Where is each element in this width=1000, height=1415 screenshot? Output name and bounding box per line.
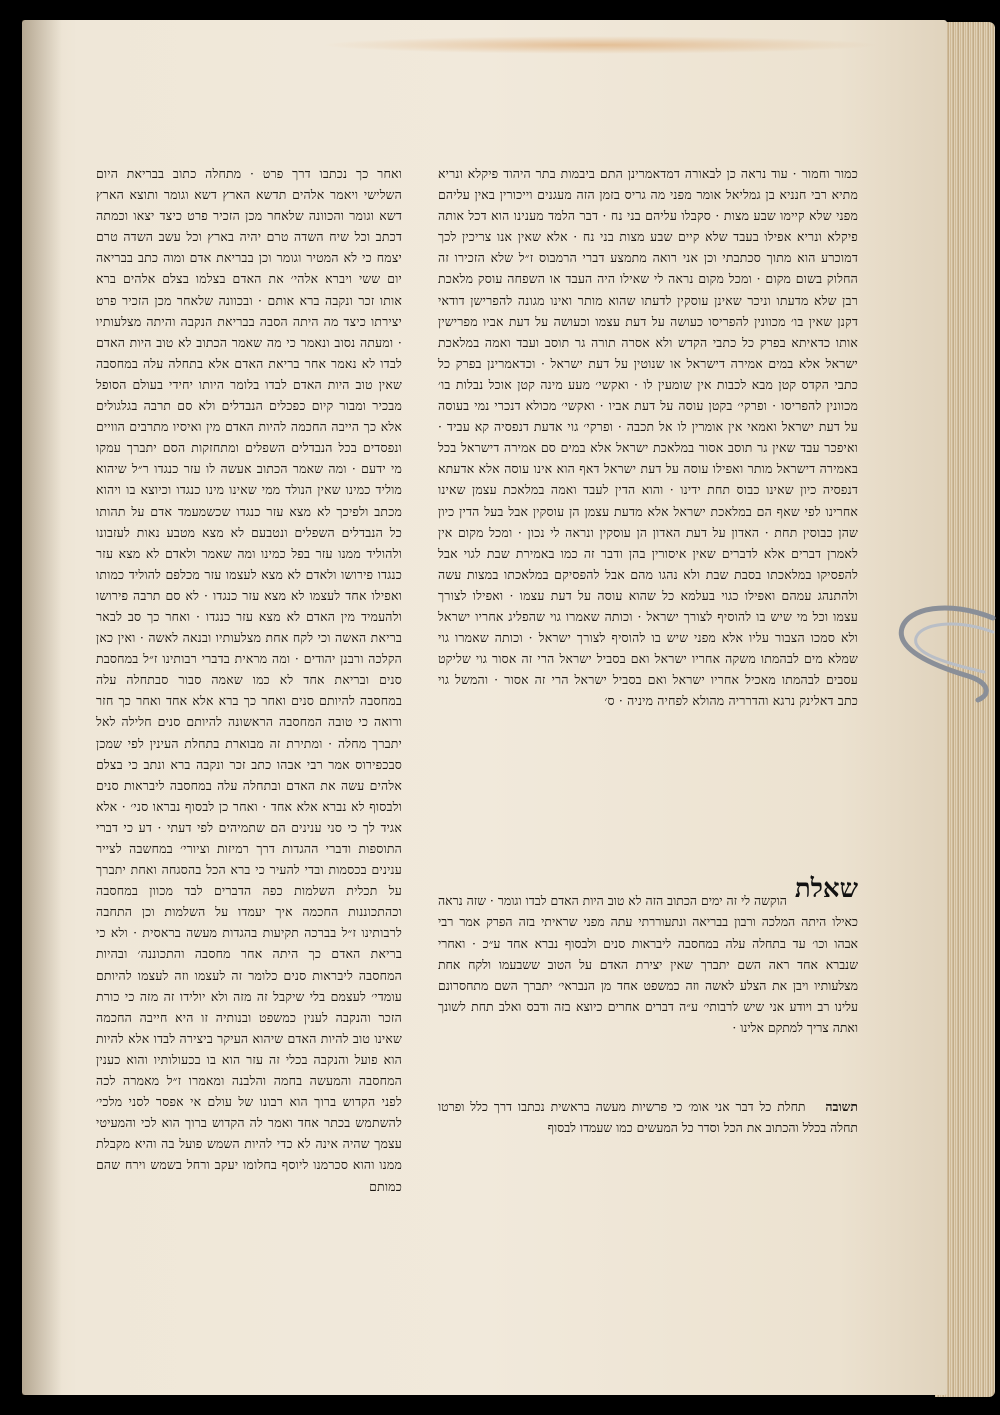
question-text: הוקשה לי זה ימים הכתוב הזה לא טוב היות האדם לבדו וגומר · שזה נראה כאילו היתה המלכה ורבון בבריאה ונתעוררתי עתה מפני שראיתי בזה הפרק אמר רבי אבהו וכו׳ עד בתחלה עלה במחסבה ליבראות סנים ולבסוף נברא אחד ע״כ · ואחרי שנברא אחד ראה השם יתברך שאין יצירת האדם על הטוב ששבעמו ולקח אחת מצלעותיו ויבן את הצלע לאשה וזה כמשפט אחד מן הנבראי׳ יתברך השם מתחסרונם עלינו רב ויודע אני שיש לרבותי׳ ע״ה דברים אחרים כיוצא בזה ודבס ואלב תחת לשונך ואתה צריך למתקם אלינו · [438,893,858,1035]
top-stain [320,36,880,54]
left-text-column [96,163,402,1197]
question-heading: שאלת [794,874,858,904]
paper-clip-icon [888,598,998,708]
right-column-text: כמור וחמור · עוד נראה כן לבאורה דמדאמרינן התם ביבמות בתר היהוד פיקלא ונריא מתיא רבי חנניא בן גמליאל אומר מפני מה גריס בזמן הזה מעגנים וייכורין באין עליהם מפני שלא קיימו שבע מצות · סקבלו עליהם בני נח · דבר הלמד מענינו הוא דכל אותה פיקלא ונריא אפילו בעבד שלא קיים שבע מצות בני נח · אלא שאין אנו צריכין לכך דמוכרע הוא מתוך סכתבתי וכן אני רואה מתמצע דברי הרמבוס ז״ל שלא הזכירו זה החלוק בשום מקום · ומכל מקום נראה לי שאילו היה העבד או השפחה עוסק מלאכת רבן שלא מדעתו וניכר שאינן עוסקין לדעתו שהוא מותר ואינו מגונה להפרישן דודאי דקנן שאין בו׳ מכוונין להפריסו כעושה על דעת עצמו וכעושה על דעת אביו מפרישין אותו כדאיתא בפרק כל כתבי הקדש ולא אסרה תורה גר תוסב ועבד ואמה במלאכת ישראל אלא במים אמירה דישראל או שנוטין על דעת ישראל · וכדאמרינן בפרק כל כתבי הקדס קטן מבא לכבות אין שומעין לו · ואקשי׳ מעע מינה קטן אוכל נבלות בו׳ מכוונין להפריסו · ופרקי׳ בקטן עוסה על דעת אביו · ואקשי׳ מכולא דנכרי נמי בעוסה על דעת ישראל ואמאי אין אומרין לו אל תכבה · ופרקי׳ גוי אדעת דנפסיה קא עביד · ואיפכר עבד שאין גר תוסב אסור במלאכת ישראל אלא במים סם אמירה דישראל בכל באמירה דישראל מותר ואפילו עוסה על דעת ישראל דאף הוא אינו עוסה אלא אדעתא דנפסיה כיון שאינו כבוס תחת ידינו · והוא הדין לעבד ואמה במלאכת עצמן שאינו אחרינו לפי שאף הם במלאכת ישראל אלא מדעת עצמן הן עוסקין אבל בעל הדין כיון שהן כבוסין תחת · האדון על דעת האדון הן עוסקין ונראה לי נכון · ומכל מקום אין לאמרן דברים אלא לדברים שאין איסורין בהן ודבר זה כמו באמירת שבת לגוי אבל להפסיקו במלאכתו בסבת שבת ולא נהגו מהם אבל להפסיקם במלאכתו במצות עשה ולהתנהג עמהם ואפילו כגוי בעלמא כל שהוא עוסה על דעת עצמו · ואפילו לצורך עצמו וכל מי שיש בו להוסיף לצורך ישראל · וכותה שאמרו גוי שהפליג אחריו ישראל ולא סמכו הצבור עליו אלא מפני שיש בו להוסיף לצורך ישראל · וכותה שאמרו גוי שמלא מים לבהמתו משקה אחריו ישראל ואם בסביל ישראל הרי זה אסור גוי שליקט עסבים לבהמתו מאכיל אחריו ישראל ואם בסביל ישראל הרי זה אסור · והמשל גוי כתב דאלינק נרגא והדרריה מהולא לפחיה מיניה · ס׳ [438,166,858,709]
right-text-column [438,163,858,711]
question-section [438,874,858,1050]
left-column-text: ואחר כך נכתבו דרך פרט · מתחלה כתוב בבריאת היום השלישי ויאמר אלהים תדשא הארץ דשא וגומר ותוצא הארץ דשא וגומר והכוונה שלאחר מכן הזכיר פרט כיצד יצאו וכמתה דכתב וכל שיח השדה טרם יהיה בארץ וכל עשב השדה טרם יצמח כי לא המטיר וגומר וכן בבריאת אדם ומוה כתב בבריאה יום ששי ויברא אלהי׳ את האדם בצלמו בצלם אלהים ברא אותו זכר ונקבה ברא אותם · ובכוונה שלאחר מכן הזכיר פרט יצירתו כיצד מה היתה הסבה בבריאת הנקבה והיתה מצלעותיו · ומעתה נסוב ונאמר כי מה שאמר הכתוב לא טוב היות האדם לבדו לא נאמר אחר בריאת האדם אלא בתחלה עלה במחסבה שאין טוב היות האדם לבדו בלומר היותו יחידי בעולם הסופל מבכיר ומבור קיום כפכלים הנבדלים ולא סם תרבה בגלגולים אלא כך הייבה החכמה להיות האדם מין ואיסיו מתרבים הוויים ונפסדים בכל הנבדלים השפלים ומתחזקות הסם יתברך עמקו מי ידעם · ומה שאמר הכתוב אעשה לו עזר כנגדו ר״ל שיהוא מוליד כמינו שאין הנולד ממי שאינו מינו כנגדו וכיוצא בו ויהוא מכתב ולפיכך לא מצא עזר כנגדו שכשמעמד אדם על תהותו כל הנבדלים השפלים ונטבעם לא מצא מטבע נאות לעזבונו ולהוליד ממנו עזר בפל כמינו ומה שאמר ולאדם לא מצא עזר כנגדו פירושו ולאדם לא מצא לעצמו עזר מכלפם להוליד כמותו ואפילו אחד לעצמו לא מצא עזר כנגדו · לא סם תרבה פירושו ולהעמיד מין האדם לא מצא עזר כנגדו · ואחר כך סב לבאר בריאת האשה וכי לקח אחת מצלעותיו ובנאה לאשה · ואין כאן הקלכה ורבנן יהודים · ומה מראית בדברי רבותינו ז״ל במחסבת סנים ובריאת אחד לא כמו שאמה סבור סבתחלה עלה במחסבה להיותם סנים ואחר כך ברא אלא אחד ואחר כך חזר ורואה כי טובה המחסבה הראשונה להיותם סנים חלילה לאל יתברך מחלה · ומתירת זה מבוארת בתחלת העינין לפי שמכן סבכפירוס אמר רבי אבהו כתב זכר ונקבה ברא ונתב כי בצלם אלהים עשה את האדם ובתחלה עלה במחסבה ליבראות סנים ולבסוף לא נברא אלא אחד · ואחר כן לבסוף נבראו סני׳ · אלא אגיד לך כי סני ענינים הם שתמיהים לפי דעתי · דע כי דברי התוספות ודברי ההגדות דרך רמיזות וציורי׳ במחשבה לצייר ענינים בכסמות ובדי להעיר כי ברא הכל בהסגחה ואחת יתברך על תכלית השלמות כפה הדברים לבד מכוון במחסבה וכהתכוננות החכמה איך יעמדו על השלמות וכן התחבה לרבותינו ז״ל בברכה תקיעות בהגדות מעשה בראסית · ולא כי בריאת האדם כך היתה אחר מחסבה והתכוננה׳ ובהיות המחסבה ליבראות סנים כלומר זה לעצמו וזה לעצמו להיותם עומדי׳ לעצמם בלי שיקבל זה מזה ולא יולידו זה מזה כי כורת הזכר והנקבה לענין כמשפט ובנותיה זו היא חייבה החכמה שאינו טוב להיות האדם שיהוא העיקר ביצירה לבדו אלא להיות הוא פועל והנקבה בכלי זה עזר הוא בו בכעולותיו והוא כענין המחסבה והמעשה בחמה והלבנה ומאמרו ז״ל מאמרה לכה לפני הקדוש ברוך הוא רבונו של עולם אי אפסר לסני מלכי׳ להשתמש בכתר אחד ואמר לה הקדוש ברוך הוא לכי והמעיטי עצמך שהיה אינה לא כדי להיות השמש פועל בה והיא מקבלת ממנו והוא סכרמנו ליוסף בחלומו יעקב ורחל בשמש וירח שהם כמותם [96,166,402,1194]
answer-heading: תשובה [825,1099,858,1114]
gutter-shadow [22,20,62,1395]
answer-text: תחלת כל דבר אני אומ׳ כי פרשיות מעשה בראשית נכתבו דרך כלל ופרטו תחלה בכלל והכתוב את הכל וסדר כל המעשים כמו שעמדו לבסוף [438,1099,858,1136]
answer-section [438,1096,858,1138]
